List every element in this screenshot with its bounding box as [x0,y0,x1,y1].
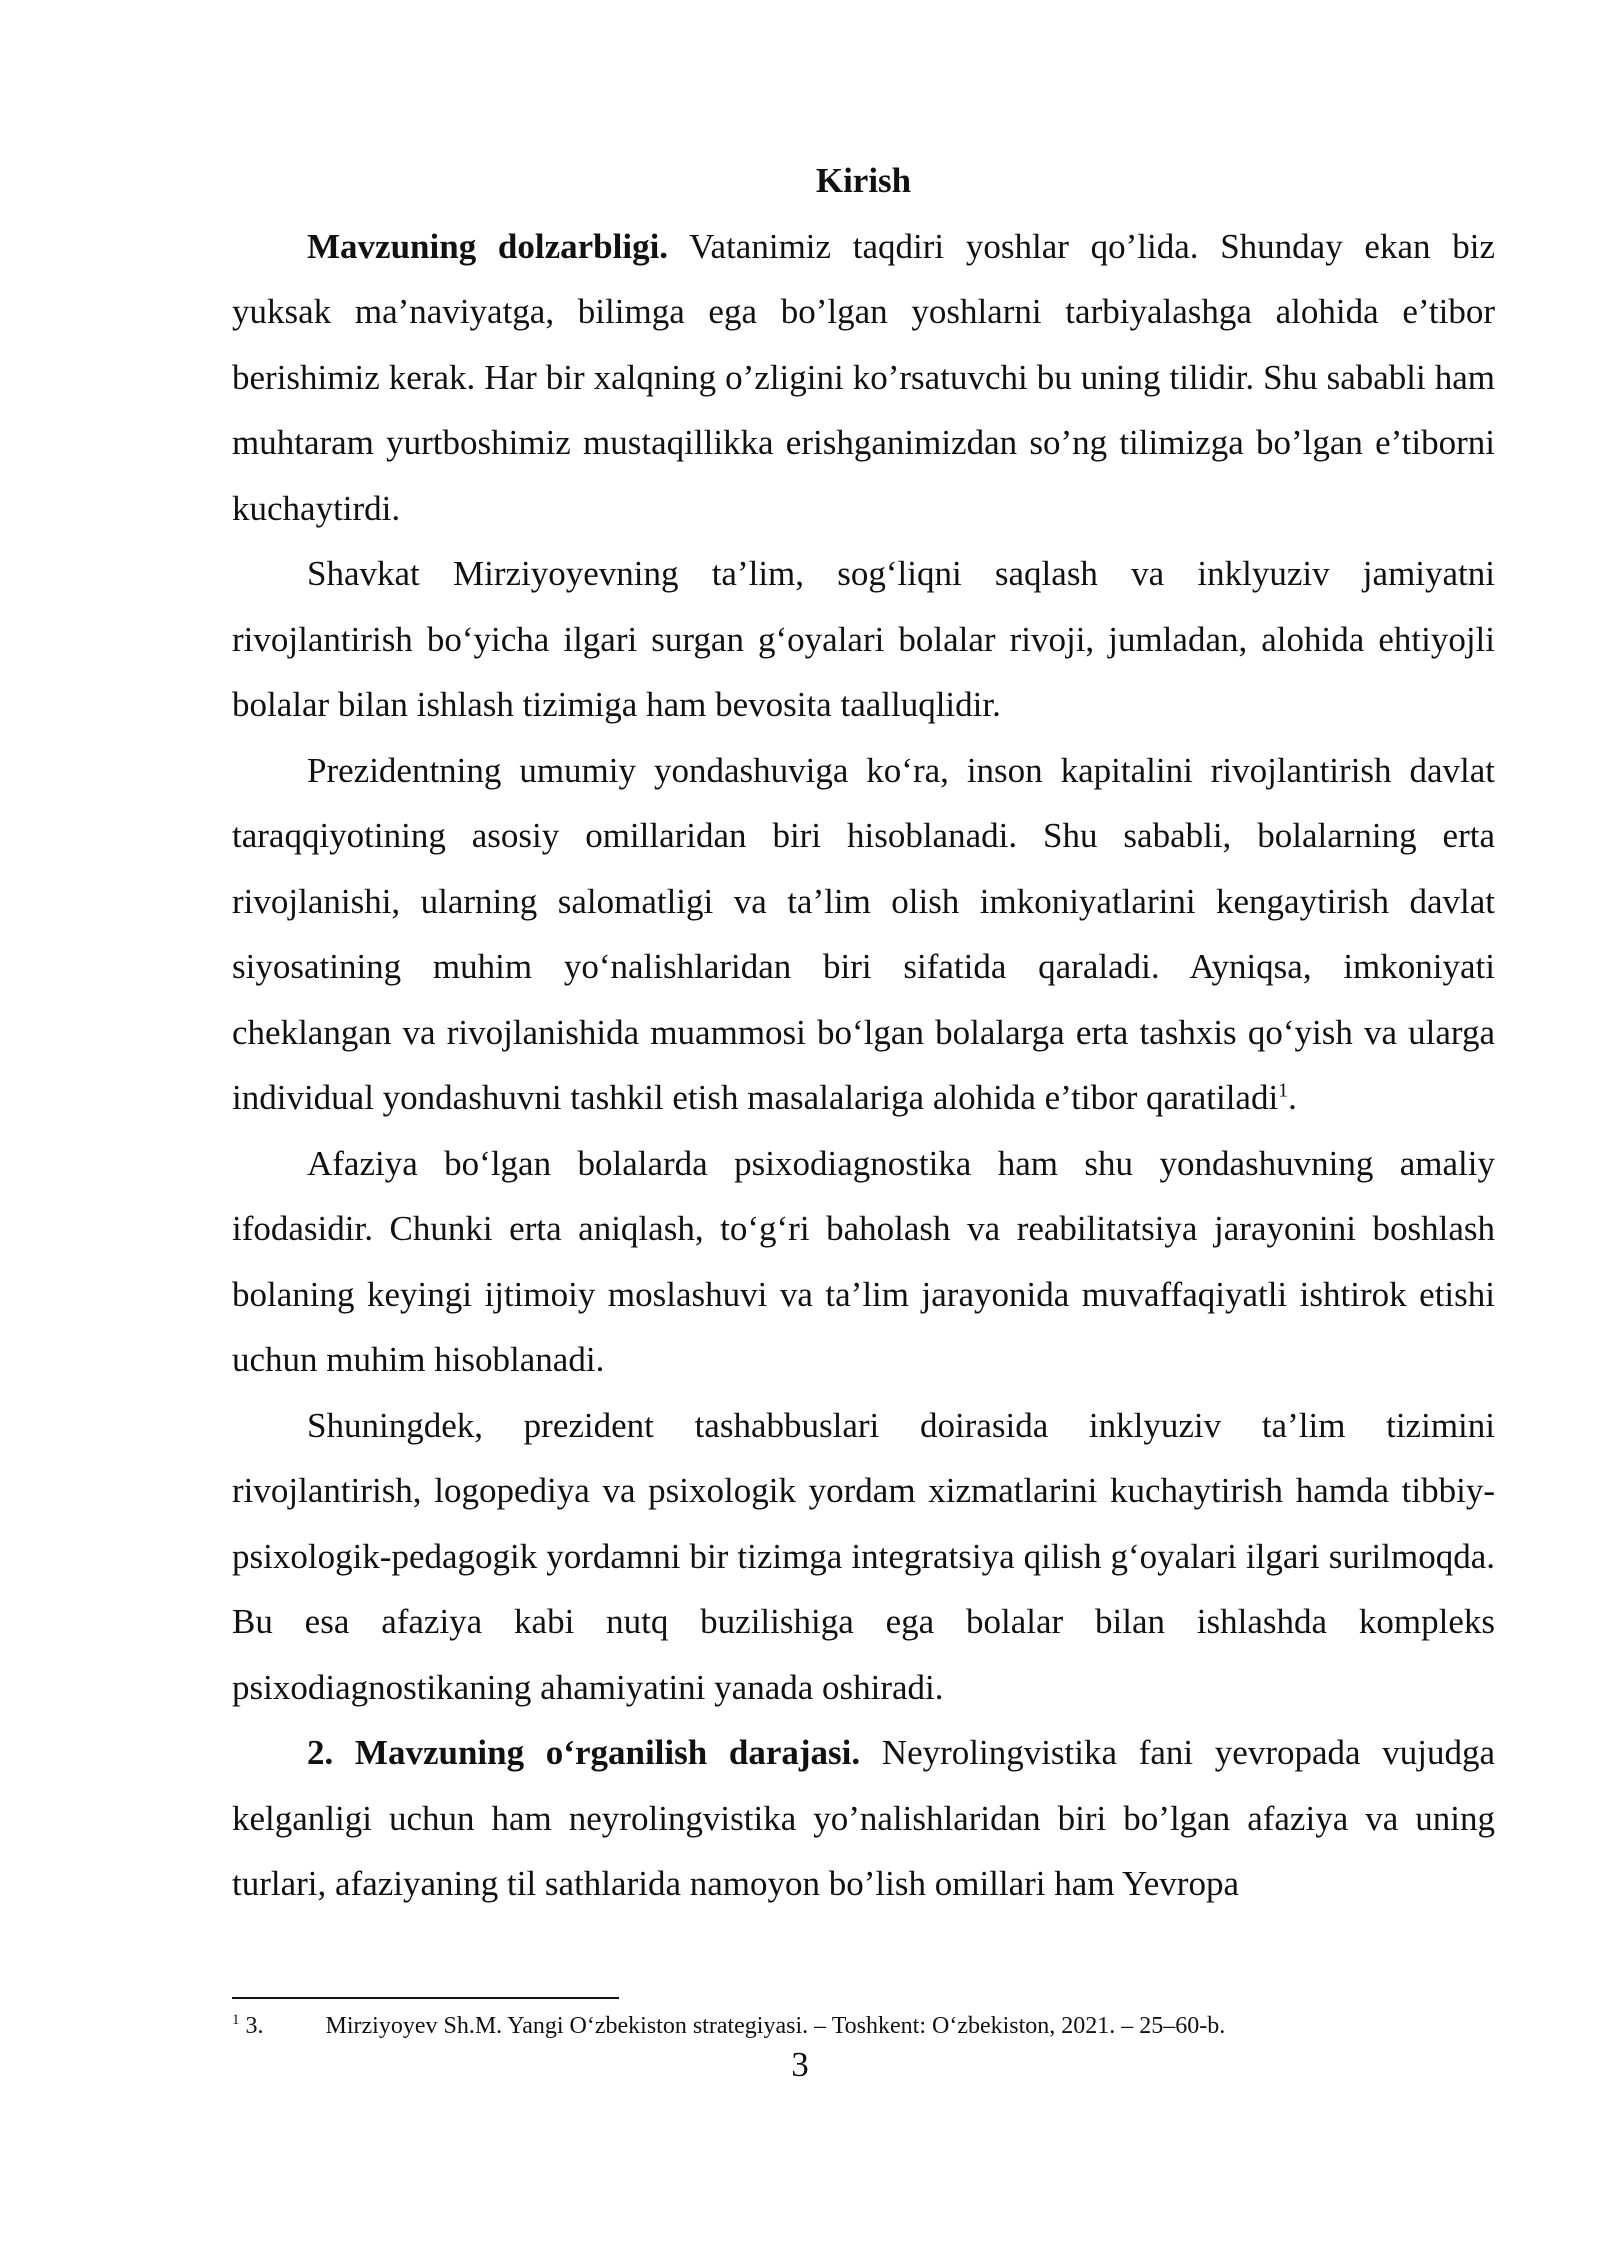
paragraph-text: Shavkat Mirziyoyevning ta’lim, sog‘liqni saqlash va inklyuziv jamiyatni rivojlantirish bo‘yicha ilgari surgan g‘oyalari bolalar rivoji, jumladan, alohida ehtiyojli bolalar bilan ishlash tizimiga ham bevosita taalluqlidir. [232,554,1495,724]
paragraph-human-capital [232,738,1495,1131]
footnote-number: 3. [245,2013,264,2039]
paragraph-study-level [232,1720,1495,1917]
section-heading: Kirish [815,161,912,200]
paragraph-text: Shuningdek, prezident tashabbuslari doirasida inklyuziv ta’lim tizimini rivojlantirish, logopediya va psixologik yordam xizmatlarini kuchaytirish hamda tibbiy-psixologik-pedagogik yordamni bir tizimga integratsiya qilish g‘oyalari ilgari surilmoqda. Bu esa afaziya kabi nutq buzilishiga ega bolalar bilan ishlashda kompleks psixodiagnostikaning ahamiyatini yanada oshiradi. [232,1405,1495,1707]
footnote-separator [232,1997,619,1999]
paragraph-lead: Mavzuning dolzarbligi. [307,226,669,266]
page-number: 3 [791,2045,809,2084]
paragraph-tail: . [1288,1078,1297,1117]
paragraph-text: Afaziya bo‘lgan bolalarda psixodiagnostika ham shu yondashuvning amaliy ifodasidir. Chunki erta aniqlash, to‘g‘ri baholash va reabilitatsiya jarayonini boshlash bolaning keyingi ijtimoiy moslashuvi va ta’lim jarayonida muvaffaqiyatli ishtirok etishi uchun muhim hisoblanadi. [232,1143,1495,1379]
footnote-marker: 1 [232,2012,240,2028]
paragraph-text: Neyrolingvistika fani yevropada vujudga kelganligi uchun ham neyrolingvistika yo’nalishlaridan biri bo’lgan afaziya va uning turlari, afaziyaning til sathlarida namoyon bo’lish omillari ham Yevropa [232,1733,1495,1903]
paragraph-lead: 2. Mavzuning o‘rganilish darajasi. [307,1733,861,1772]
footnote-text: Mirziyoyev Sh.M. Yangi O‘zbekiston strategiyasi. – Toshkent: O‘zbekiston, 2021. – 25–60-b. [325,2013,1226,2039]
footnote-reference[interactable]: 1 [1278,1079,1289,1102]
footnote [232,2008,1495,2044]
paragraph-text: Vatanimiz taqdiri yoshlar qo’lida. Shunday ekan biz yuksak ma’naviyatga, bilimga ega bo’lgan yoshlarni tarbiyalashga alohida e’tibor berishimiz kerak. Har bir xalqning o’zligini ko’rsatuvchi bu uning tilidir. Shu sababli ham muhtaram yurtboshimiz mustaqillikka erishganimizdan so’ng tilimizga bo’lgan e’tiborni kuchaytirdi. [232,226,1495,528]
paragraph-mirziyoyev-ideas [232,541,1495,738]
paragraph-aphasia-diagnostics [232,1131,1495,1393]
page-content [232,148,1495,1917]
paragraph-text: Prezidentning umumiy yondashuviga ko‘ra, inson kapitalini rivojlantirish davlat taraqqiyotining asosiy omillaridan biri hisoblanadi. Shu sababli, bolalarning erta rivojlanishi, ularning salomatligi va ta’lim olish imkoniyatlarini kengaytirish davlat siyosatining muhim yo‘nalishlaridan biri sifatida qaraladi. Ayniqsa, imkoniyati cheklangan va rivojlanishida muammosi bo‘lgan bolalarga erta tashxis qo‘yish va ularga individual yondashuvni tashkil etish masalalariga alohida e’tibor qaratiladi [232,750,1495,1117]
paragraph-inclusive-education [232,1393,1495,1721]
paragraph-relevance [232,214,1495,542]
